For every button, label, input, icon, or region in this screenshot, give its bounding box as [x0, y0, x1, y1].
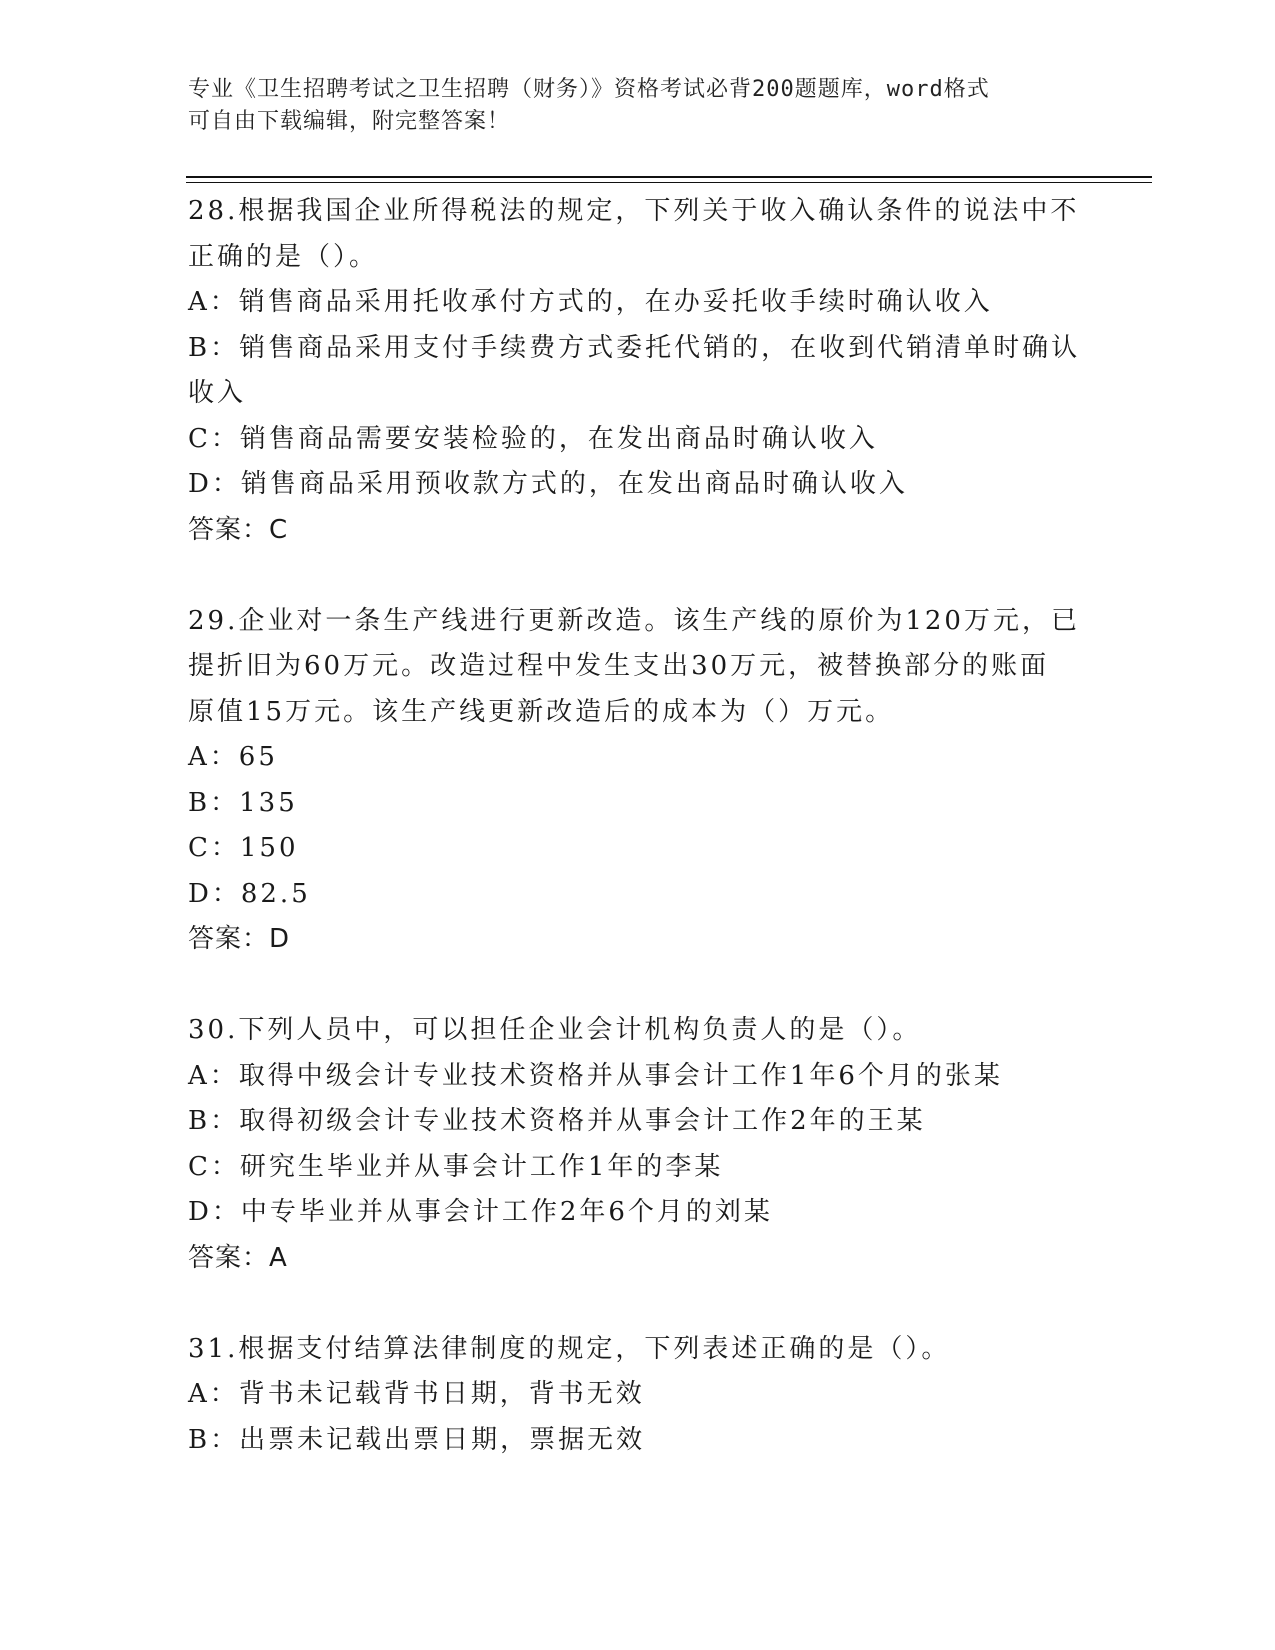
answer-label: 答案：C: [188, 514, 289, 545]
header-line-1: 专业《卫生招聘考试之卫生招聘（财务）》资格考试必背200题题库，word格式: [188, 77, 990, 102]
question-text-line: 28.根据我国企业所得税法的规定，下列关于收入确认条件的说法中不: [188, 196, 1080, 226]
question-text-line: 29.企业对一条生产线进行更新改造。该生产线的原价为120万元，已: [188, 605, 1080, 636]
question-31: [188, 1327, 1088, 1464]
option-a: A：销售商品采用托收承付方式的，在办妥托收手续时确认收入: [188, 287, 993, 317]
option-b-continued: 收入: [188, 378, 247, 408]
question-text-line: 原值15万元。该生产线更新改造后的成本为（）万元。: [188, 696, 895, 727]
answer-label: 答案：D: [188, 924, 291, 954]
question-30: [188, 1008, 1088, 1281]
option-a: A：取得中级会计专业技术资格并从事会计工作1年6个月的张某: [188, 1060, 1003, 1091]
option-c: C：销售商品需要安装检验的，在发出商品时确认收入: [188, 423, 878, 454]
option-d: D：中专毕业并从事会计工作2年6个月的刘某: [188, 1197, 773, 1227]
question-text-line: 提折旧为60万元。改造过程中发生支出30万元，被替换部分的账面: [188, 651, 1050, 681]
question-gap: [188, 553, 1088, 599]
option-b: B：出票未记载出票日期，票据无效: [188, 1424, 646, 1455]
option-b: B：取得初级会计专业技术资格并从事会计工作2年的王某: [188, 1106, 926, 1136]
option-d: D：82.5: [188, 878, 311, 909]
option-d: D：销售商品采用预收款方式的，在发出商品时确认收入: [188, 469, 908, 499]
answer-label: 答案：A: [188, 1242, 288, 1273]
option-c: C：150: [188, 833, 299, 863]
question-28: [188, 189, 1088, 553]
option-c: C：研究生毕业并从事会计工作1年的李某: [188, 1151, 724, 1182]
question-text-line: 正确的是（）。: [188, 241, 379, 272]
question-text-line: 30.下列人员中，可以担任企业会计机构负责人的是（）。: [188, 1015, 922, 1045]
question-gap: [188, 1281, 1088, 1327]
question-list: [188, 189, 1088, 1463]
question-gap: [188, 963, 1088, 1009]
option-a: A：65: [188, 742, 278, 772]
document-header: [188, 74, 1068, 138]
option-a: A：背书未记载背书日期，背书无效: [188, 1379, 645, 1409]
question-text-line: 31.根据支付结算法律制度的规定，下列表述正确的是（）。: [188, 1333, 951, 1364]
option-b: B：销售商品采用支付手续费方式委托代销的，在收到代销清单时确认: [188, 332, 1081, 363]
question-29: [188, 599, 1088, 963]
header-divider-thick: [186, 176, 1152, 178]
header-line-2: 可自由下载编辑，附完整答案！: [188, 109, 511, 134]
header-divider-thin: [186, 182, 1152, 183]
option-b: B：135: [188, 787, 298, 818]
